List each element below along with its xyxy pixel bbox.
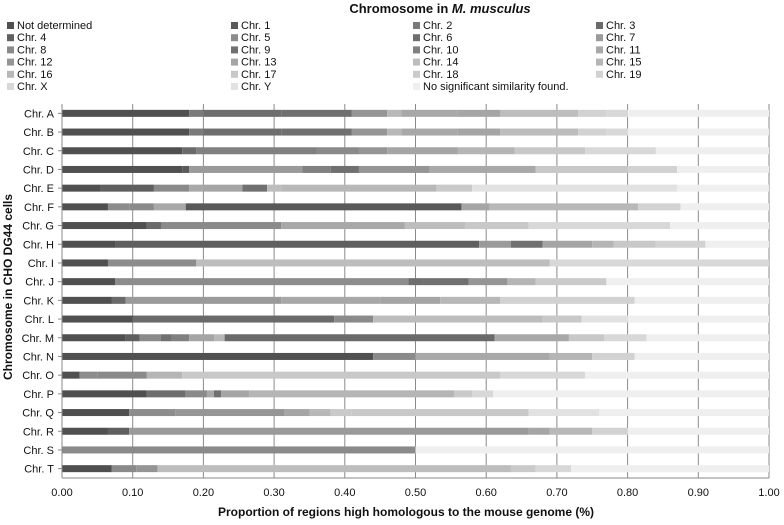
bar-segment [147,222,161,229]
bar-segment [62,166,182,173]
legend-swatch [596,71,603,78]
bar-segment [380,297,440,304]
bar-segment [62,390,147,397]
y-tick-label: Chr. A [24,108,54,121]
bar-segment [115,278,408,285]
bar-segment [281,222,405,229]
bar-segment [352,129,387,136]
bar-segment [242,185,267,192]
bar-segment [511,241,543,248]
legend-swatch [231,22,238,29]
y-tick-label: Chr. G [22,220,54,233]
legend-label: Chr. 9 [241,44,271,57]
bar-segment [490,203,638,210]
legend-label: Chr. 1 [241,20,271,32]
x-axis-label: Proportion of regions high homologous to the mouse genome (%) [218,505,594,519]
bar-segment [281,185,437,192]
bar-segment [592,241,613,248]
legend-label: Chr. 14 [423,56,459,69]
y-tick-label: Chr. S [23,444,54,457]
legend-swatch [413,71,420,78]
bar-segment [108,428,129,435]
legend-swatch [413,83,420,90]
bar-segment [359,166,430,173]
legend-label: No significant similarity found. [423,81,569,93]
bar-segment [408,278,422,285]
bar-segment [458,129,500,136]
bar-segment [157,465,511,472]
bar-segment [161,334,172,341]
bar-segment [189,185,203,192]
bar-segment [133,316,334,323]
bar-segment [500,297,634,304]
legend-label: Chr. 18 [423,68,459,81]
bar-segment [543,241,592,248]
bar-segment [681,203,769,210]
bar-segment [578,129,606,136]
bar-segment [281,110,352,117]
y-tick-label: Chr. O [22,370,54,383]
bar-segment [705,241,769,248]
bar-segment [111,465,136,472]
bar-segment [569,334,604,341]
legend-label: Chr. 12 [17,56,53,69]
x-tick-label: 0.80 [616,487,639,499]
bar-segment [62,428,108,435]
bar-segment [677,166,769,173]
bar-segment [62,259,108,266]
bar-segment [628,110,769,117]
bar-segment [592,428,627,435]
bar-segment [249,390,454,397]
bar-segment [331,166,359,173]
y-tick-label: Chr. C [22,145,54,158]
legend-swatch [7,59,14,66]
bar-segment [458,147,515,154]
bar-segment [401,110,458,117]
bar-segment [536,166,628,173]
bar-segment [550,428,592,435]
bar-segment [493,390,769,397]
legend-label: Not determined [17,20,93,32]
y-tick-label: Chr. P [23,388,54,401]
bar-segment [62,465,111,472]
x-tick-label: 0.70 [546,487,568,499]
x-tick-label: 0.60 [475,487,497,499]
legend-swatch [596,22,603,29]
bar-segment [186,203,462,210]
legend-swatch [7,71,14,78]
legend-swatch [596,59,603,66]
legend-swatch [413,22,420,29]
bar-segment [214,334,225,341]
y-tick-label: Chr. Q [22,407,54,420]
bar-segment [454,390,472,397]
legend-label: Chr. 15 [606,56,642,69]
legend-label: Chr. 5 [241,32,271,45]
x-tick-label: 0.40 [334,487,356,499]
legend-swatch [231,71,238,78]
bar-segment [129,409,175,416]
bar-segment [203,129,281,136]
bar-segment [628,428,769,435]
y-axis [22,104,62,478]
bar-segment [585,372,769,379]
legend-title: Chromosome in M. musculus [349,1,531,16]
bar-segment [582,316,628,323]
bar-segment [606,278,769,285]
bar-segment [62,129,189,136]
legend-label: Chr. 4 [17,32,47,45]
bar-segment [543,316,582,323]
bar-segment [606,110,627,117]
bar-segment [405,222,465,229]
legend-swatch [413,34,420,41]
bar-segment [317,147,359,154]
legend-label: Chr. 10 [423,44,459,57]
legend-label: Chr. 11 [606,44,641,57]
bar-segment [129,203,154,210]
legend-swatch [413,46,420,53]
y-tick-label: Chr. R [22,426,54,439]
bar-segment [500,129,578,136]
y-tick-label: Chr. E [23,183,54,196]
bar-segment [458,110,500,117]
legend-swatch [231,46,238,53]
y-tick-label: Chr. N [22,351,54,364]
bar-segment [638,203,680,210]
bar-segment [62,409,129,416]
x-tick-label: 0.50 [404,487,427,499]
legend-swatch [231,83,238,90]
x-tick-label: 0.30 [263,487,285,499]
legend-swatch [596,46,603,53]
y-tick-label: Chr. T [24,463,54,476]
bar-segment [416,446,770,453]
bar-segment [423,278,469,285]
bar-segment [62,353,373,360]
bar-segment [140,334,161,341]
bar-segment [203,185,242,192]
bar-segment [529,428,550,435]
y-tick-label: Chr. I [27,257,54,270]
y-tick-label: Chr. F [24,201,54,214]
legend-swatch [7,22,14,29]
legend-label: Chr. X [17,81,48,93]
bar-segment [172,334,190,341]
bar-segment [126,334,140,341]
bar-segment [189,334,214,341]
bar-segment [507,278,535,285]
bar-segment [550,353,592,360]
bar-segment [147,390,186,397]
legend-label: Chr. 7 [606,32,636,45]
bar-segment [592,353,634,360]
bar-segment [62,316,133,323]
bar-segment [656,241,705,248]
bar-segment [207,390,214,397]
bar-segment [62,334,126,341]
bar-segment [677,185,769,192]
bar-segment [62,297,111,304]
bar-segment [154,203,186,210]
bar-segment [281,129,352,136]
bar-segment [529,409,600,416]
bar-segment [479,241,511,248]
bar-segment [604,334,646,341]
bar-segment [440,297,500,304]
bar-segment [495,334,569,341]
legend-swatch [596,34,603,41]
bar-segment [500,372,585,379]
bar-segment [613,241,655,248]
bar-segment [670,222,769,229]
bar-segment [628,166,677,173]
bar-segment [62,241,115,248]
bar-segment [189,166,302,173]
bar-segment [62,222,147,229]
bar-segment [97,372,146,379]
bar-segment [571,465,769,472]
y-tick-label: Chr. L [24,314,54,327]
bar-segment [472,390,493,397]
legend [7,20,641,93]
x-tick-label: 0.20 [192,487,215,499]
bar-segment [536,465,571,472]
bar-segment [387,147,458,154]
legend-label: Chr. 3 [606,20,636,32]
bar-segment [465,222,529,229]
bar-segment [285,409,310,416]
bar-segment [182,166,189,173]
bar-segment [511,465,536,472]
bar-segment [334,316,373,323]
bar-segment [437,185,472,192]
legend-swatch [231,59,238,66]
y-tick-label: Chr. K [23,295,54,308]
bar-segment [214,390,221,397]
bar-segment [331,409,352,416]
bar-segment [101,185,154,192]
x-tick-label: 0.00 [51,487,73,499]
bar-segment [514,147,585,154]
bar-segment [628,129,769,136]
bar-segment [401,129,458,136]
bar-segment [635,353,769,360]
bar-segment [656,147,769,154]
bar-segment [186,390,207,397]
bar-segment [373,353,415,360]
y-tick-label: Chr. H [22,239,54,252]
bar-segment [189,129,203,136]
legend-swatch [231,34,238,41]
bar-segment [182,147,196,154]
legend-swatch [413,59,420,66]
bar-segment [136,465,157,472]
bar-segment [500,110,578,117]
x-tick-label: 1.00 [758,487,780,499]
legend-label: Chr. 13 [241,56,277,69]
legend-label: Chr. 8 [17,44,47,57]
bar-segment [161,222,281,229]
bar-segment [352,409,529,416]
bar-segment [529,222,670,229]
x-tick-label: 0.90 [687,487,710,499]
bar-segment [203,110,281,117]
bar-segment [359,147,387,154]
bar-segment [189,110,203,117]
y-tick-label: Chr. J [25,276,54,289]
legend-label: Chr. 2 [423,20,453,32]
bar-segment [221,390,249,397]
bar-segment [62,372,80,379]
bar-segment [599,409,769,416]
bar-segment [175,409,285,416]
legend-label: Chr. 6 [423,32,453,45]
legend-label: Chr. 19 [606,68,642,81]
bar-segment [62,203,108,210]
bar-segment [302,166,330,173]
bar-segment [281,297,380,304]
bar-segment [111,297,125,304]
legend-swatch [7,83,14,90]
y-tick-label: Chr. D [22,164,54,177]
bar-segment [606,129,627,136]
gridlines [62,104,769,478]
bar-segment [416,353,550,360]
bar-segment [472,185,677,192]
bar-segment [62,110,189,117]
bar-segment [635,297,769,304]
bar-segment [225,334,495,341]
bar-segment [196,147,316,154]
bar-segment [126,297,282,304]
y-tick-label: Chr. B [23,127,54,140]
bar-segment [578,110,606,117]
legend-swatch [7,34,14,41]
legend-label: Chr. 17 [241,68,277,81]
legend-label: Chr. Y [241,81,272,93]
bar-segment [129,428,528,435]
bar-segment [461,203,489,210]
bar-segment [387,110,401,117]
bar-segment [309,409,330,416]
legend-swatch [7,46,14,53]
bar-segment [147,372,182,379]
bar-segment [373,316,543,323]
bar-segment [108,203,129,210]
bar-segment [267,185,281,192]
bar-segment [108,259,196,266]
bar-segment [628,316,769,323]
bar-segment [62,446,416,453]
bar-segment [430,166,536,173]
bar-segment [182,372,500,379]
y-tick-label: Chr. M [21,332,54,345]
y-axis-label: Chromosome in CHO DG44 cells [1,193,15,381]
bar-segment [585,147,656,154]
bar-segment [387,129,401,136]
legend-label: Chr. 16 [17,68,53,81]
bar-segment [550,259,769,266]
bar-segment [536,278,607,285]
bar-segment [196,259,550,266]
bar-segment [80,372,98,379]
x-axis [51,478,779,499]
bar-segment [115,241,479,248]
bar-segment [647,334,769,341]
bar-segment [352,110,387,117]
bar-segment [62,147,182,154]
bar-segment [154,185,189,192]
bar-segment [62,278,115,285]
x-tick-label: 0.10 [121,487,144,499]
bar-segment [469,278,508,285]
bar-segment [62,185,101,192]
